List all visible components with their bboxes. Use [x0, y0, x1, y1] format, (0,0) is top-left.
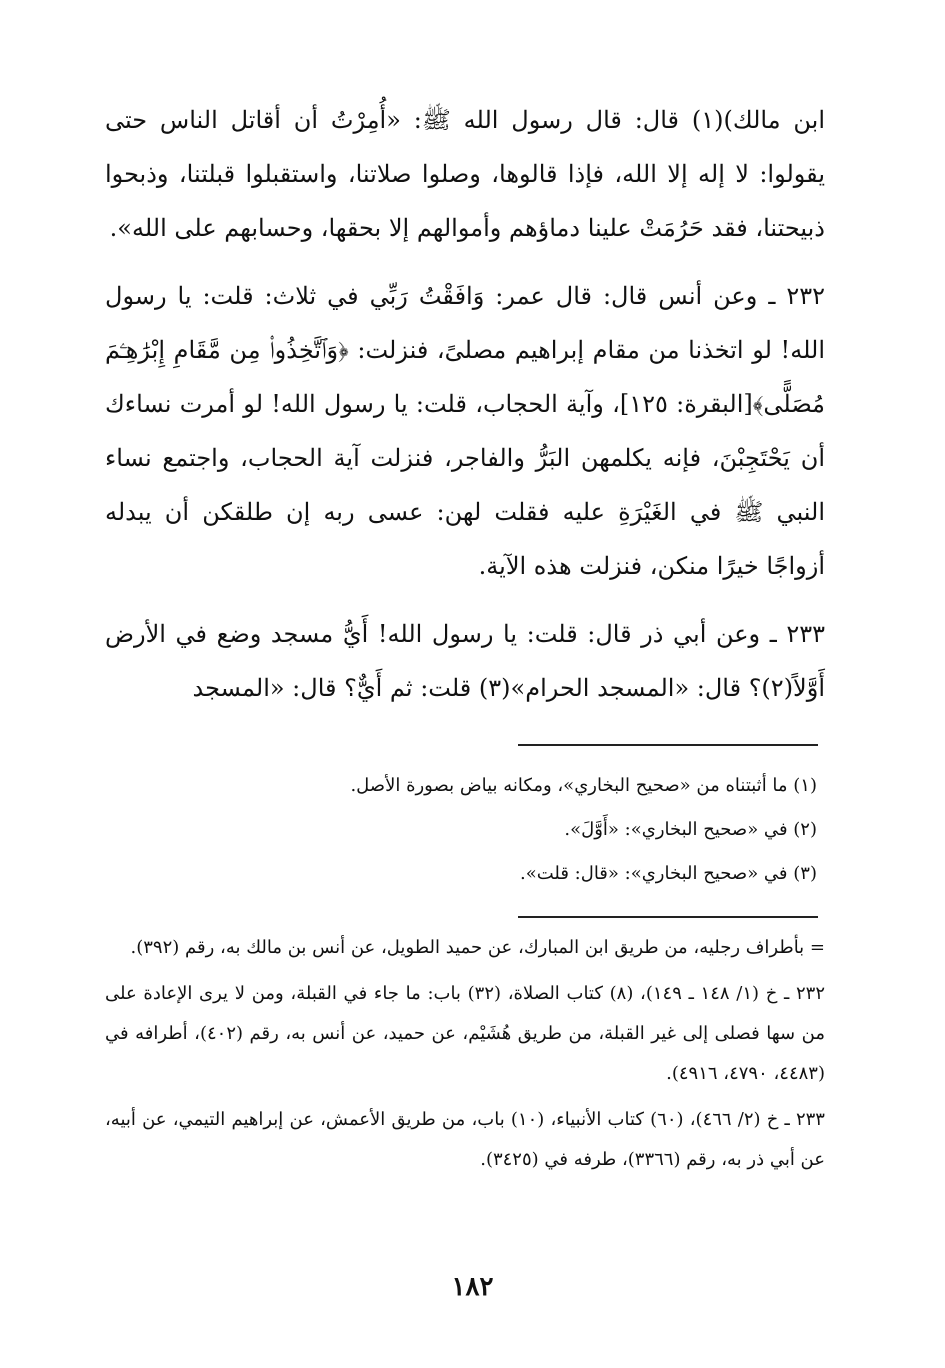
takhrij-notes: [105, 928, 825, 1186]
commentary-divider: [518, 916, 818, 918]
takhrij-232: ٢٣٢ ـ خ (١/ ١٤٨ ـ ١٤٩)، (٨) كتاب الصلاة، (٣٢) باب: ما جاء في القبلة، ومن لا يرى الإعادة على من سها فصلى إلى غير القبلة، من طريق هُشَيْم، عن حميد، عن أنس به، رقم (٤٠٢)، أطرافه في (٤٤٨٣، ٤٧٩٠، ٤٩١٦).: [105, 983, 825, 1084]
main-text: [105, 93, 825, 729]
hadith-233: ٢٣٣ ـ وعن أبي ذر قال: قلت: يا رسول الله! أَيُّ مسجد وضع في الأرض أَوَّلاً(٢)؟ قال: «المسجد الحرام»(٣) قلت: ثم أَيٌّ؟ قال: «المسجد: [105, 620, 825, 702]
takhrij-233: ٢٣٣ ـ خ (٢/ ٤٦٦)، (٦٠) كتاب الأنبياء، (١٠) باب، من طريق الأعمش، عن إبراهيم التيمي، عن أبيه، عن أبي ذر به، رقم (٣٣٦٦)، طرفه في (٣٤٢٥).: [105, 1109, 825, 1170]
footnote-divider: [518, 744, 818, 746]
page-number: ١٨٢: [451, 1272, 494, 1302]
footnotes: [105, 764, 825, 896]
footnote-1: (١) ما أثبتناه من «صحيح البخاري»، ومكانه بياض بصورة الأصل.: [350, 775, 817, 796]
footnote-2: (٢) في «صحيح البخاري»: «أَوَّلَ».: [564, 819, 817, 840]
paragraph-continuation: ابن مالك)(١) قال: قال رسول الله ﷺ: «أُمِرْتُ أن أقاتل الناس حتى يقولوا: لا إله إلا الله، فإذا قالوها، وصلوا صلاتنا، واستقبلوا قبلتنا، وذبحوا ذبيحتنا، فقد حَرُمَتْ علينا دماؤهم وأموالهم إلا بحقها، وحسابهم على الله».: [105, 106, 825, 242]
hadith-232: ٢٣٢ ـ وعن أنس قال: قال عمر: وَافَقْتُ رَبِّي في ثلاث: قلت: يا رسول الله! لو اتخذنا من مقام إبراهيم مصلىً، فنزلت: ﴿وَٱتَّخِذُوا۟ مِن مَّقَامِ إِبْرَٰهِـۧمَ مُصَلًّى﴾[البقرة: ١٢٥]، وآية الحجاب، قلت: يا رسول الله! لو أمرت نساءك أن يَحْتَجِبْنَ، فإنه يكلمهن البَرُّ والفاجر، فنزلت آية الحجاب، واجتمع نساء النبي ﷺ في الغَيْرَةِ عليه فقلت لهن: عسى ربه إن طلقكن أن يبدله أزواجًا خيرًا منكن، فنزلت هذه الآية.: [105, 282, 826, 580]
footnote-3: (٣) في «صحيح البخاري»: «قال: قلت».: [519, 863, 817, 884]
takhrij-continuation: = بأطراف رجليه، من طريق ابن المبارك، عن حميد الطويل، عن أنس بن مالك به، رقم (٣٩٢).: [130, 937, 825, 958]
